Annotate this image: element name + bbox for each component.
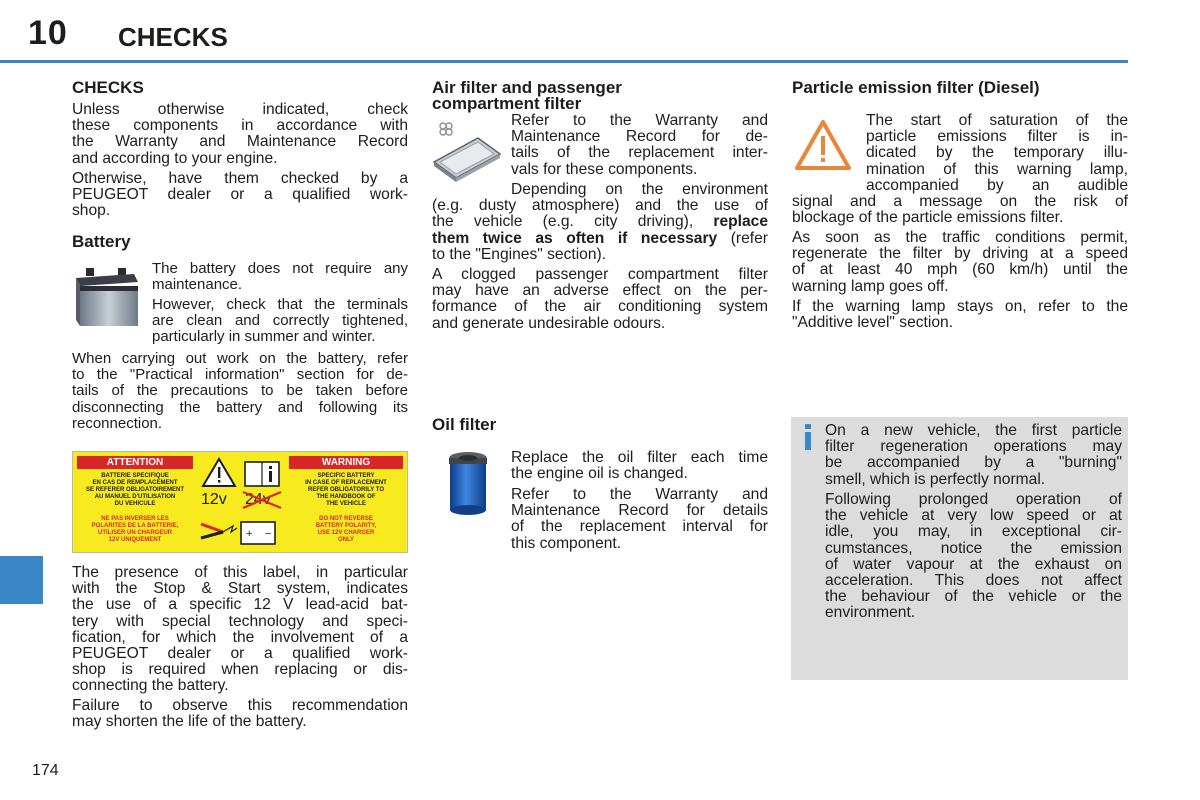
info-paragraph-2: Following prolonged operation of the vehicle at very low speed or at idle, you may, in exceptional cir- cumstances, notice the emission of water vapour at the exhaust on acceleration. This does not affect the behaviour of the vehicle or the environment. xyxy=(825,491,1122,622)
checks-paragraph-2: Otherwise, have them checked by a PEUGEOT dealer or a qualified work- shop. xyxy=(72,170,408,220)
page-number: 174 xyxy=(32,762,59,779)
label-24v-text: 24v xyxy=(245,491,271,508)
particle-filter-paragraph-2: As soon as the traffic conditions permit, regenerate the filter by driving at a speed of at least 40 mph (60 km/h) until the warning lamp goes off. xyxy=(792,229,1128,295)
info-paragraph-1: On a new vehicle, the first particle filter regeneration operations may be accompanied by a "burning" smell, which is perfectly normal. xyxy=(825,422,1122,488)
cabin-filter-icon xyxy=(432,116,502,182)
label-right-black-text: SPECIFIC BATTERY IN CASE OF REPLACEMENT REFER OBLIGATORILY TO THE HANDBOOK OF THE VEHICLE xyxy=(305,473,387,507)
info-icon xyxy=(801,424,815,450)
battery-heading: Battery xyxy=(72,232,131,251)
particle-filter-paragraph-1: The start of saturation of the particle emissions filter is in- dicated by the temporary illu- mination of this warning lamp, accompanied by an audible signal and a message on the risk of blockage of the particle emissions filter. xyxy=(792,112,1128,227)
label-attention-bar: ATTENTION xyxy=(77,456,193,469)
label-left-black-text: BATTERIE SPECIFIQUE EN CAS DE REMPLACEMENT SE REFERER OBLIGATOIREMENT AU MANUEL D'UTILISATION DU VEHICULE xyxy=(85,473,185,507)
particle-filter-heading: Particle emission filter (Diesel) xyxy=(792,78,1040,97)
particle-filter-paragraph-3: If the warning lamp stays on, refer to the "Additive level" section. xyxy=(792,298,1128,332)
oil-filter-heading: Oil filter xyxy=(432,415,497,434)
chapter-title: CHECKS xyxy=(118,22,228,52)
chapter-number: 10 xyxy=(28,14,68,52)
oil-filter-paragraph-2: Refer to the Warranty and Maintenance Record for details of the replacement interval for this component. xyxy=(511,486,768,552)
oil-filter-icon xyxy=(444,450,492,516)
air-filter-paragraph-2: Depending on the environment (e.g. dusty atmosphere) and the use of the vehicle (e.g. city driving), replace them twice as often if necessary (refer to the "Engines" section). xyxy=(432,181,768,263)
air-filter-paragraph-3: A clogged passenger compartment filter may have an adverse effect on the per- formance of the air conditioning system and generate undesirable odours. xyxy=(432,266,768,332)
battery-icon xyxy=(72,266,142,330)
label-paragraph-1: The presence of this label, in particular with the Stop & Start system, indicates the use of a specific 12 V lead-acid bat- tery with special technology and speci- fication, for which the involvement of a PEUGEOT dealer or a qualified work- shop is required when replacing or dis- connecting the battery. xyxy=(72,564,408,695)
label-left-red-text: NE PAS INVERSER LES POLARITES DE LA BATTERIE, UTILISER UN CHARGEUR 12V UNIQUEMENT xyxy=(91,516,179,543)
svg-text:+: + xyxy=(246,528,253,540)
label-warning-bar: WARNING xyxy=(289,456,403,469)
label-paragraph-2: Failure to observe this recommendation may shorten the life of the battery. xyxy=(72,697,408,731)
checks-paragraph-1: Unless otherwise indicated, check these components in accordance with the Warranty and Maintenance Record and according to your engine. xyxy=(72,101,408,167)
air-filter-heading: Air filter and passenger compartment filter xyxy=(432,78,622,113)
chapter-side-tab xyxy=(0,556,43,604)
battery-warning-label xyxy=(72,451,408,553)
battery-paragraph-1: The battery does not require any maintenance. xyxy=(152,260,408,294)
label-right-red-text: DO NOT REVERSE BATTERY POLARITY, USE 12V CHARGER ONLY xyxy=(315,516,377,543)
checks-heading: CHECKS xyxy=(72,78,144,97)
oil-filter-paragraph-1: Replace the oil filter each time the engine oil is changed. xyxy=(511,449,768,483)
svg-text:−: − xyxy=(265,528,272,540)
header-rule xyxy=(0,60,1128,63)
label-12v-text: 12v xyxy=(201,491,227,508)
battery-paragraph-3: When carrying out work on the battery, refer to the "Practical information" section for de- tails of the precautions to be taken before disconnecting the battery and following its reconnection. xyxy=(72,350,408,432)
battery-paragraph-2: However, check that the terminals are clean and correctly tightened, particularly in summer and winter. xyxy=(152,296,408,346)
air-filter-paragraph-1: Refer to the Warranty and Maintenance Record for de- tails of the replacement inter- vals for these components. xyxy=(511,112,768,178)
label-pictogram-icon xyxy=(197,456,285,550)
